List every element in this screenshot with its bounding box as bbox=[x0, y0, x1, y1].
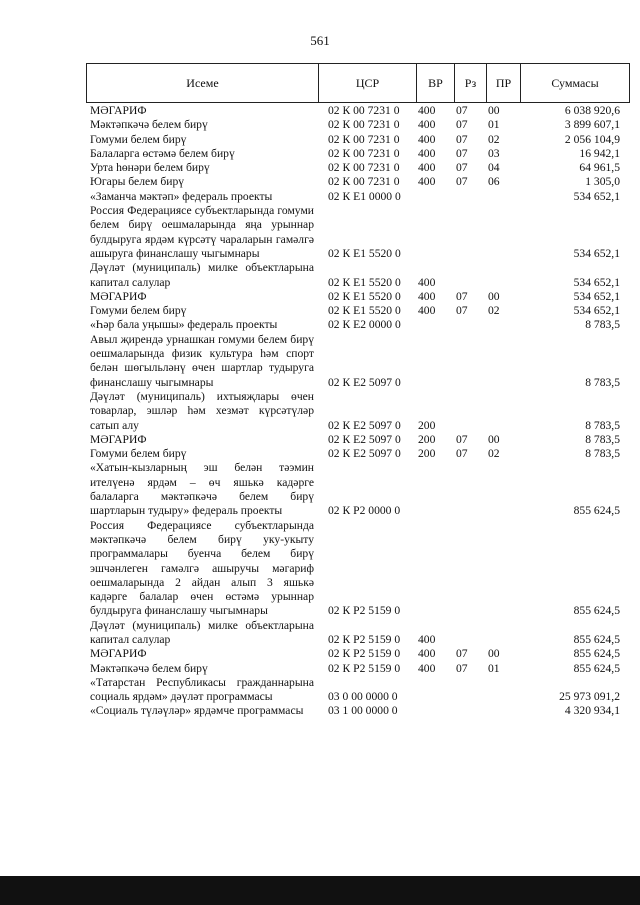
header-name: Исеме bbox=[87, 64, 319, 102]
cell-sum: 16 942,1 bbox=[579, 146, 620, 160]
cell-csr: 02 К 00 7231 0 bbox=[328, 175, 400, 189]
table-row bbox=[86, 447, 630, 461]
cell-vr: 400 bbox=[418, 104, 436, 117]
cell-vr: 400 bbox=[418, 647, 436, 661]
cell-name: Дәүләт (муниципаль) милке объектларына капитал салулар bbox=[90, 618, 314, 646]
cell-csr: 03 1 00 0000 0 bbox=[328, 704, 398, 718]
table-row bbox=[86, 461, 630, 518]
cell-pr: 02 bbox=[488, 447, 500, 461]
cell-pr: 01 bbox=[488, 118, 500, 132]
cell-sum: 8 783,5 bbox=[585, 418, 620, 432]
table-row bbox=[86, 175, 630, 189]
cell-name: Авыл җирендә урнашкан гомуми белем бирү оешмаларында физик культура һәм спорт белән шөгыльләнү өчен шартлар тудыруга финанслашу чыгымнары bbox=[90, 332, 314, 389]
table-row bbox=[86, 190, 630, 204]
scan-bottom-edge bbox=[0, 876, 640, 905]
cell-vr: 200 bbox=[418, 447, 436, 461]
cell-pr: 04 bbox=[488, 161, 500, 175]
cell-vr: 200 bbox=[418, 432, 436, 446]
cell-name: Дәүләт (муниципаль) ихтыяҗлары өчен товарлар, эшләр һәм хезмәт күрсәтүләр сатып алу bbox=[90, 389, 314, 432]
cell-csr: 03 0 00 0000 0 bbox=[328, 690, 398, 704]
cell-csr: 02 К 00 7231 0 bbox=[328, 104, 400, 117]
cell-name: МӘГАРИФ bbox=[90, 432, 147, 446]
cell-csr: 02 К Е2 5097 0 bbox=[328, 447, 401, 461]
cell-name: Дәүләт (муниципаль) милке объектларына капитал салулар bbox=[90, 261, 314, 289]
cell-sum: 8 783,5 bbox=[585, 447, 620, 461]
cell-name: МӘГАРИФ bbox=[90, 647, 147, 661]
cell-pr: 06 bbox=[488, 175, 500, 189]
cell-vr: 400 bbox=[418, 161, 436, 175]
cell-csr: 02 К Р2 5159 0 bbox=[328, 604, 401, 618]
cell-rz: 07 bbox=[456, 132, 468, 146]
cell-csr: 02 К Р2 5159 0 bbox=[328, 647, 401, 661]
table-row bbox=[86, 433, 630, 447]
cell-csr: 02 К Е1 5520 0 bbox=[328, 246, 401, 260]
cell-vr: 400 bbox=[418, 146, 436, 160]
table-row bbox=[86, 318, 630, 332]
cell-sum: 8 783,5 bbox=[585, 318, 620, 332]
table-row bbox=[86, 676, 630, 705]
header-vr: ВР bbox=[417, 64, 455, 102]
cell-rz: 07 bbox=[456, 289, 468, 303]
cell-sum: 534 652,1 bbox=[573, 289, 620, 303]
cell-name: Балаларга өстәмә белем бирү bbox=[90, 146, 235, 160]
cell-rz: 07 bbox=[456, 647, 468, 661]
cell-sum: 534 652,1 bbox=[573, 189, 620, 203]
cell-vr: 400 bbox=[418, 118, 436, 132]
cell-pr: 00 bbox=[488, 289, 500, 303]
cell-sum: 8 783,5 bbox=[585, 375, 620, 389]
table-row bbox=[86, 662, 630, 676]
cell-name: Югары белем бирү bbox=[90, 175, 185, 189]
cell-pr: 03 bbox=[488, 146, 500, 160]
cell-name: МӘГАРИФ bbox=[90, 289, 147, 303]
table-row bbox=[86, 204, 630, 261]
cell-rz: 07 bbox=[456, 161, 468, 175]
cell-sum: 25 973 091,2 bbox=[559, 690, 620, 704]
cell-name: «Социаль түләүләр» ярдәмче программасы bbox=[90, 704, 304, 718]
page-number: 561 bbox=[310, 33, 330, 48]
cell-vr: 400 bbox=[418, 632, 436, 646]
cell-name: Гомуми белем бирү bbox=[90, 447, 187, 461]
cell-name: МӘГАРИФ bbox=[90, 104, 147, 117]
cell-sum: 534 652,1 bbox=[573, 275, 620, 289]
cell-name: Гомуми белем бирү bbox=[90, 132, 187, 146]
cell-vr: 200 bbox=[418, 418, 436, 432]
cell-vr: 400 bbox=[418, 132, 436, 146]
cell-name: «Татарстан Республикасы гражданнарына социаль ярдәм» дәүләт программасы bbox=[90, 675, 314, 704]
cell-csr: 02 К Е2 5097 0 bbox=[328, 375, 401, 389]
table-row bbox=[86, 304, 630, 318]
cell-csr: 02 К Е1 5520 0 bbox=[328, 304, 401, 318]
cell-sum: 2 056 104,9 bbox=[564, 132, 620, 146]
cell-sum: 855 624,5 bbox=[573, 632, 620, 646]
cell-rz: 07 bbox=[456, 175, 468, 189]
cell-csr: 02 К 00 7231 0 bbox=[328, 132, 400, 146]
table-row bbox=[86, 647, 630, 661]
cell-csr: 02 К Е2 5097 0 bbox=[328, 418, 401, 432]
cell-sum: 534 652,1 bbox=[573, 246, 620, 260]
cell-rz: 07 bbox=[456, 304, 468, 318]
cell-rz: 07 bbox=[456, 118, 468, 132]
cell-pr: 00 bbox=[488, 647, 500, 661]
cell-sum: 855 624,5 bbox=[573, 647, 620, 661]
cell-name: Урта һөнәри белем бирү bbox=[90, 161, 210, 175]
cell-csr: 02 К Е1 0000 0 bbox=[328, 189, 401, 203]
cell-csr: 02 К Р2 5159 0 bbox=[328, 632, 401, 646]
cell-csr: 02 К 00 7231 0 bbox=[328, 118, 400, 132]
table-row bbox=[86, 390, 630, 433]
cell-sum: 855 624,5 bbox=[573, 504, 620, 518]
cell-sum: 3 899 607,1 bbox=[564, 118, 620, 132]
cell-sum: 6 038 920,6 bbox=[564, 104, 620, 117]
cell-name: Россия Федерациясе субъектларында гомуми белем бирү оешмаларында яңа урыннар булдыруга ярдәм күрсәтү чараларын гамәлгә ашыруга финанслашу чыгымнары bbox=[90, 204, 314, 260]
table-row bbox=[86, 333, 630, 390]
cell-vr: 400 bbox=[418, 289, 436, 303]
cell-sum: 64 961,5 bbox=[579, 161, 620, 175]
cell-rz: 07 bbox=[456, 146, 468, 160]
cell-vr: 400 bbox=[418, 304, 436, 318]
cell-csr: 02 К Р2 0000 0 bbox=[328, 504, 401, 518]
cell-sum: 855 624,5 bbox=[573, 604, 620, 618]
table-row bbox=[86, 118, 630, 132]
cell-name: Гомуми белем бирү bbox=[90, 304, 187, 318]
table-header bbox=[86, 63, 630, 103]
cell-pr: 02 bbox=[488, 304, 500, 318]
cell-csr: 02 К Е1 5520 0 bbox=[328, 275, 401, 289]
cell-rz: 07 bbox=[456, 104, 468, 117]
header-pr: ПР bbox=[487, 64, 521, 102]
cell-sum: 4 320 934,1 bbox=[564, 704, 620, 718]
table-row bbox=[86, 104, 630, 118]
cell-sum: 1 305,0 bbox=[585, 175, 620, 189]
header-rz: Рз bbox=[455, 64, 487, 102]
table-row bbox=[86, 261, 630, 290]
table-row bbox=[86, 161, 630, 175]
header-csr: ЦСР bbox=[319, 64, 417, 102]
cell-rz: 07 bbox=[456, 447, 468, 461]
cell-name: Мәктәпкәчә белем бирү bbox=[90, 118, 208, 132]
table-row bbox=[86, 704, 630, 718]
cell-vr: 400 bbox=[418, 175, 436, 189]
cell-pr: 00 bbox=[488, 432, 500, 446]
cell-name: Россия Федерациясе субъектларында мәктәпкәчә белем бирү уку-укыту программалары буенча белем бирү эшчәнлеген гамәлгә ашыручы мәгариф оешмаларында 2 айдан алып 3 яшькә кадәрге балалар өчен өстәмә урыннар булдыруга финанслашу чыгымнары bbox=[90, 518, 314, 618]
budget-table-body bbox=[86, 104, 630, 719]
table-row bbox=[86, 519, 630, 619]
table-row bbox=[86, 290, 630, 304]
header-sum: Суммасы bbox=[551, 75, 599, 90]
table-row bbox=[86, 619, 630, 648]
table-row bbox=[86, 147, 630, 161]
cell-name: «Хатын-кызларның эш белән тәэмин ителүенә ярдәм – өч яшькә кадәрге балаларга мәктәпкәчә белем бирү шартларын тудыру» федераль проекты bbox=[90, 461, 314, 518]
cell-csr: 02 К Е2 0000 0 bbox=[328, 318, 401, 332]
cell-sum: 855 624,5 bbox=[573, 661, 620, 675]
cell-rz: 07 bbox=[456, 661, 468, 675]
cell-name: Мәктәпкәчә белем бирү bbox=[90, 661, 208, 675]
table-row bbox=[86, 133, 630, 147]
cell-csr: 02 К Е2 5097 0 bbox=[328, 432, 401, 446]
cell-pr: 02 bbox=[488, 132, 500, 146]
cell-pr: 01 bbox=[488, 661, 500, 675]
cell-sum: 534 652,1 bbox=[573, 304, 620, 318]
cell-csr: 02 К Р2 5159 0 bbox=[328, 661, 401, 675]
cell-csr: 02 К 00 7231 0 bbox=[328, 161, 400, 175]
cell-csr: 02 К 00 7231 0 bbox=[328, 146, 400, 160]
cell-rz: 07 bbox=[456, 432, 468, 446]
cell-pr: 00 bbox=[488, 104, 500, 117]
cell-csr: 02 К Е1 5520 0 bbox=[328, 289, 401, 303]
cell-sum: 8 783,5 bbox=[585, 432, 620, 446]
cell-name: «Һәр бала уңышы» федераль проекты bbox=[90, 318, 278, 332]
cell-vr: 400 bbox=[418, 661, 436, 675]
cell-vr: 400 bbox=[418, 275, 436, 289]
cell-name: «Заманча мәктәп» федераль проекты bbox=[90, 189, 273, 203]
